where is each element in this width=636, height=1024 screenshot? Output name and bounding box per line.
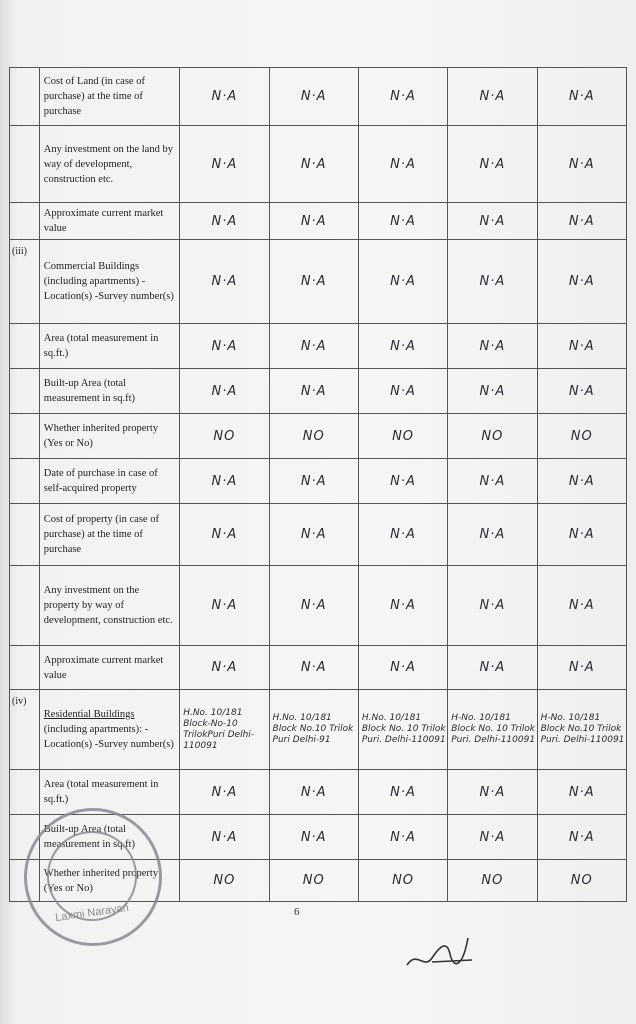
value-cell: N·A xyxy=(537,504,626,566)
row-number xyxy=(10,126,40,203)
row-label xyxy=(39,690,179,770)
value-cell: N·A xyxy=(448,126,537,203)
value-cell: N·A xyxy=(269,203,358,240)
value-cell: N·A xyxy=(537,126,626,203)
value-cell: N·A xyxy=(180,126,269,203)
row-label xyxy=(39,566,179,646)
notary-stamp xyxy=(24,808,162,946)
row-number xyxy=(10,414,40,459)
value-cell: N·A xyxy=(269,566,358,646)
value-cell: H.No. 10/181 Block No.10 Trilok Puri Delhi-91 xyxy=(269,690,358,770)
value-cell: H-No. 10/181 Block No.10 Trilok Puri. Delhi-110091 xyxy=(537,690,626,770)
row-label-text: Whether inherited property (Yes or No) xyxy=(43,867,159,894)
value-cell: N·A xyxy=(269,770,358,815)
row-label-heading: Residential Buildings xyxy=(43,709,135,720)
value-cell: N·A xyxy=(269,504,358,566)
page-number: 6 xyxy=(294,906,300,918)
row-label-text: Area (total measurement in sq.ft.) xyxy=(43,333,159,359)
row-label-text: Date of purchase in case of self-acquired property xyxy=(43,468,158,494)
value-cell: N·A xyxy=(269,459,358,504)
value-cell: NO xyxy=(358,414,447,459)
table-row xyxy=(10,369,627,414)
value-cell: N·A xyxy=(358,203,447,240)
row-label xyxy=(39,414,179,459)
value-cell: N·A xyxy=(180,566,269,646)
value-cell: N·A xyxy=(180,369,269,414)
row-number xyxy=(10,68,40,126)
signature-graphic xyxy=(402,920,482,980)
row-label xyxy=(39,68,179,126)
row-number xyxy=(10,203,40,240)
row-label xyxy=(39,369,179,414)
value-cell: N·A xyxy=(269,369,358,414)
value-cell: N·A xyxy=(537,459,626,504)
value-cell: N·A xyxy=(537,369,626,414)
value-cell: N·A xyxy=(180,68,269,126)
value-cell: NO xyxy=(269,860,358,902)
value-cell: NO xyxy=(537,860,626,902)
value-cell: NO xyxy=(180,860,269,902)
row-label-text: Any investment on the property by way of development, construction etc. xyxy=(43,585,173,626)
row-number xyxy=(10,459,40,504)
row-label-text: Cost of Land (in case of purchase) at the time of purchase xyxy=(43,76,145,117)
row-number: (iii) xyxy=(10,240,40,324)
value-cell: N·A xyxy=(180,324,269,369)
value-cell: H.No. 10/181 Block-No-10 TrilokPuri Delhi-110091 xyxy=(180,690,269,770)
value-cell: N·A xyxy=(537,770,626,815)
row-label xyxy=(39,504,179,566)
value-cell: N·A xyxy=(358,566,447,646)
row-label-text: Built-up Area (total measurement in sq.ft) xyxy=(43,378,136,404)
value-cell: N·A xyxy=(448,459,537,504)
row-label-text: Approximate current market value xyxy=(43,208,164,234)
value-cell: N·A xyxy=(537,203,626,240)
table-row xyxy=(10,126,627,203)
value-cell: NO xyxy=(448,414,537,459)
row-label xyxy=(39,126,179,203)
row-number: (iv) xyxy=(10,690,40,770)
table-row xyxy=(10,646,627,690)
value-cell: NO xyxy=(358,860,447,902)
value-cell: NO xyxy=(180,414,269,459)
asset-table xyxy=(9,67,627,902)
value-cell: N·A xyxy=(358,459,447,504)
table-row xyxy=(10,324,627,369)
row-number xyxy=(10,566,40,646)
table-row xyxy=(10,566,627,646)
value-cell: NO xyxy=(537,414,626,459)
table-row xyxy=(10,504,627,566)
row-number xyxy=(10,504,40,566)
table-row xyxy=(10,459,627,504)
row-label xyxy=(39,646,179,690)
row-label xyxy=(39,459,179,504)
value-cell: N·A xyxy=(537,324,626,369)
value-cell: N·A xyxy=(358,815,447,860)
value-cell: N·A xyxy=(448,240,537,324)
row-label xyxy=(39,203,179,240)
row-label-text: Built-up Area (total measurement in sq.ft) xyxy=(43,824,136,850)
value-cell: N·A xyxy=(537,566,626,646)
table-row xyxy=(10,690,627,770)
value-cell: N·A xyxy=(448,324,537,369)
value-cell: N·A xyxy=(537,240,626,324)
row-number xyxy=(10,324,40,369)
table-row xyxy=(10,68,627,126)
row-label-text: (including apartments): -Location(s) -Survey number(s) xyxy=(43,724,174,750)
value-cell: N·A xyxy=(269,324,358,369)
value-cell: N·A xyxy=(269,240,358,324)
value-cell: N·A xyxy=(269,646,358,690)
value-cell: N·A xyxy=(537,815,626,860)
value-cell: N·A xyxy=(269,815,358,860)
row-number xyxy=(10,369,40,414)
value-cell: NO xyxy=(448,860,537,902)
row-label xyxy=(39,324,179,369)
table-row xyxy=(10,414,627,459)
notary-stamp-text: Laxmi Narayan xyxy=(54,901,130,925)
row-label-text: Approximate current market value xyxy=(43,654,164,681)
value-cell: N·A xyxy=(358,126,447,203)
row-label-text: Commercial Buildings (including apartments) -Location(s) -Survey number(s) xyxy=(43,261,174,302)
table-row xyxy=(10,240,627,324)
row-label-text: Whether inherited property (Yes or No) xyxy=(43,423,159,449)
value-cell: N·A xyxy=(180,459,269,504)
value-cell: N·A xyxy=(180,770,269,815)
value-cell: N·A xyxy=(180,240,269,324)
row-number xyxy=(10,770,40,815)
value-cell: N·A xyxy=(358,240,447,324)
row-label-text: Any investment on the land by way of development, construction etc. xyxy=(43,143,173,185)
value-cell: N·A xyxy=(358,369,447,414)
value-cell: H-No. 10/181 Block No. 10 Trilok Puri. Delhi-110091 xyxy=(448,690,537,770)
value-cell: N·A xyxy=(180,203,269,240)
value-cell: N·A xyxy=(448,68,537,126)
value-cell: N·A xyxy=(358,504,447,566)
value-cell: N·A xyxy=(180,815,269,860)
value-cell: N·A xyxy=(448,203,537,240)
value-cell: N·A xyxy=(358,324,447,369)
value-cell: N·A xyxy=(358,646,447,690)
value-cell: N·A xyxy=(448,646,537,690)
value-cell: N·A xyxy=(269,68,358,126)
value-cell: N·A xyxy=(358,770,447,815)
value-cell: N·A xyxy=(269,126,358,203)
value-cell: N·A xyxy=(448,770,537,815)
value-cell: H.No. 10/181 Block No. 10 Trilok Puri. Delhi-110091 xyxy=(358,690,447,770)
value-cell: N·A xyxy=(448,504,537,566)
value-cell: N·A xyxy=(448,815,537,860)
value-cell: NO xyxy=(269,414,358,459)
value-cell: N·A xyxy=(358,68,447,126)
row-number xyxy=(10,646,40,690)
value-cell: N·A xyxy=(180,646,269,690)
row-label xyxy=(39,770,179,815)
value-cell: N·A xyxy=(537,68,626,126)
value-cell: N·A xyxy=(180,504,269,566)
value-cell: N·A xyxy=(448,369,537,414)
row-label-text: Cost of property (in case of purchase) at the time of purchase xyxy=(43,514,159,555)
row-label xyxy=(39,240,179,324)
table-row xyxy=(10,203,627,240)
row-label-text: Area (total measurement in sq.ft.) xyxy=(43,779,159,805)
value-cell: N·A xyxy=(448,566,537,646)
value-cell: N·A xyxy=(537,646,626,690)
